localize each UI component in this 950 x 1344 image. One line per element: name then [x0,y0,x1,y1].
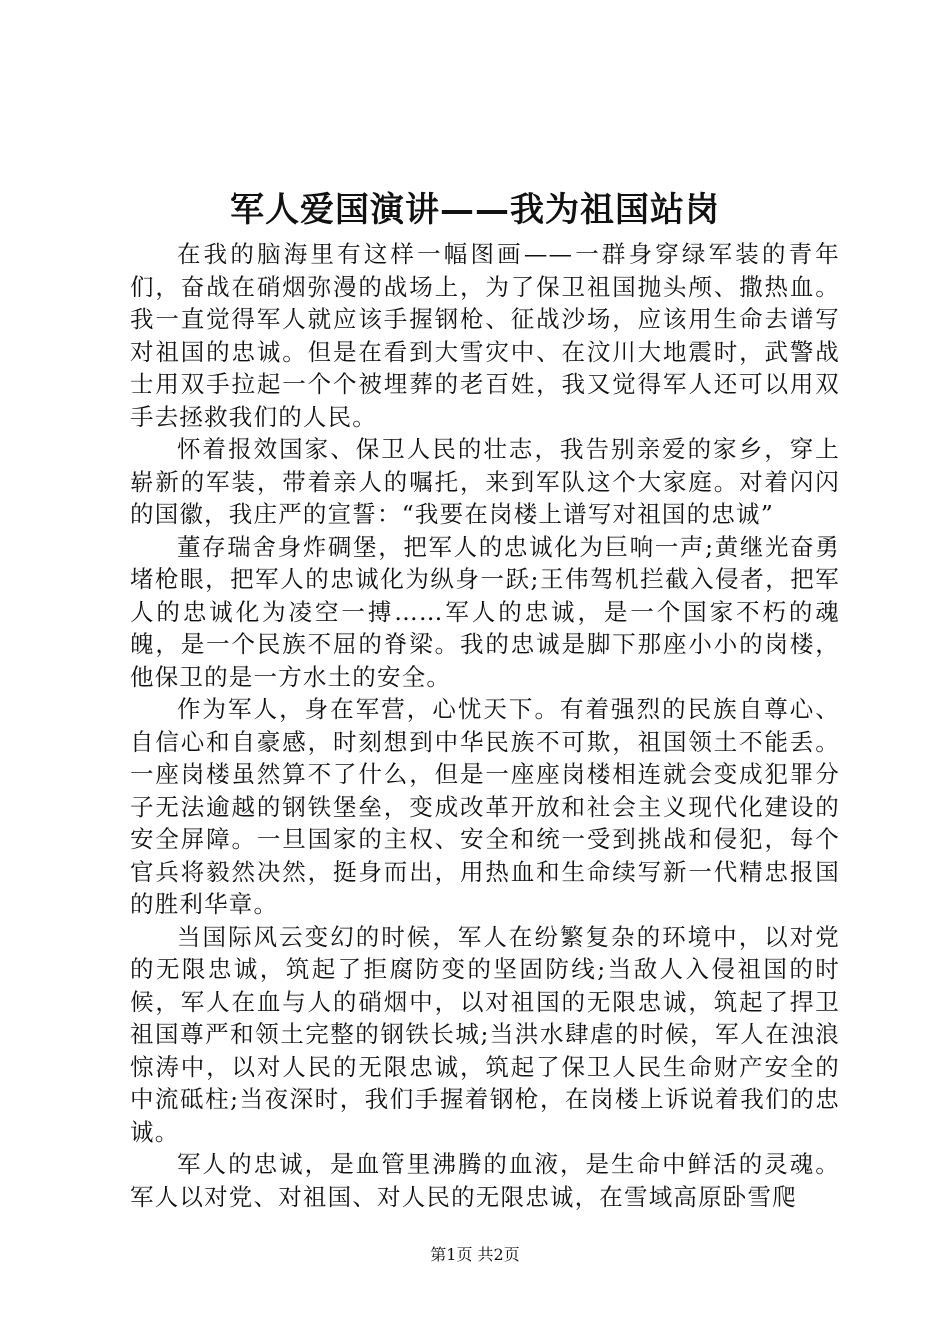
paragraph: 当国际风云变幻的时候，军人在纷繁复杂的环境中，以对党的无限忠诚，筑起了拒腐防变的坚固防线;当敌人入侵祖国的时候，军人在血与人的硝烟中，以对祖国的无限忠诚，筑起了捍卫祖国尊严和领土完整的钢铁长城;当洪水肆虐的时候，军人在浊浪惊涛中，以对人民的无限忠诚，筑起了保卫人民生命财产安全的中流砥柱;当夜深时，我们手握着钢枪，在岗楼上诉说着我们的忠诚。 [130,922,840,1146]
paragraph: 董存瑞舍身炸碉堡，把军人的忠诚化为巨响一声;黄继光奋勇堵枪眼，把军人的忠诚化为纵身一跃;王伟驾机拦截入侵者，把军人的忠诚化为凌空一搏……军人的忠诚，是一个国家不朽的魂魄，是一个民族不屈的脊梁。我的忠诚是脚下那座小小的岗楼，他保卫的是一方水土的安全。 [130,532,840,691]
paragraph: 军人的忠诚，是血管里沸腾的血液，是生命中鲜活的灵魂。军人以对党、对祖国、对人民的无限忠诚，在雪域高原卧雪爬 [130,1150,840,1211]
paragraph: 怀着报效国家、保卫人民的壮志，我告别亲爱的家乡，穿上崭新的军装，带着亲人的嘱托，来到军队这个大家庭。对着闪闪的国徽，我庄严的宣誓：“我要在岗楼上谱写对祖国的忠诚” [130,435,840,528]
paragraph: 作为军人，身在军营，心忧天下。有着强烈的民族自尊心、自信心和自豪感，时刻想到中华民族不可欺，祖国领土不能丢。一座岗楼虽然算不了什么，但是一座座岗楼相连就会变成犯罪分子无法逾越的钢铁堡垒，变成改革开放和社会主义现代化建设的安全屏障。一旦国家的主权、安全和统一受到挑战和侵犯，每个官兵将毅然决然，挺身而出，用热血和生命续写新一代精忠报国的胜利华章。 [130,695,840,918]
page-footer: 第1页 共2页 [430,1245,520,1264]
document-body [130,238,840,1213]
paragraph: 在我的脑海里有这样一幅图画——一群身穿绿军装的青年们，奋战在硝烟弥漫的战场上，为了保卫祖国抛头颅、撒热血。我一直觉得军人就应该手握钢枪、征战沙场，应该用生命去谱写对祖国的忠诚。但是在看到大雪灾中、在汶川大地震时，武警战士用双手拉起一个个被埋葬的老百姓，我又觉得军人还可以用双手去拯救我们的人民。 [130,240,840,431]
document-title: 军人爱国演讲——我为祖国站岗 [230,190,720,230]
